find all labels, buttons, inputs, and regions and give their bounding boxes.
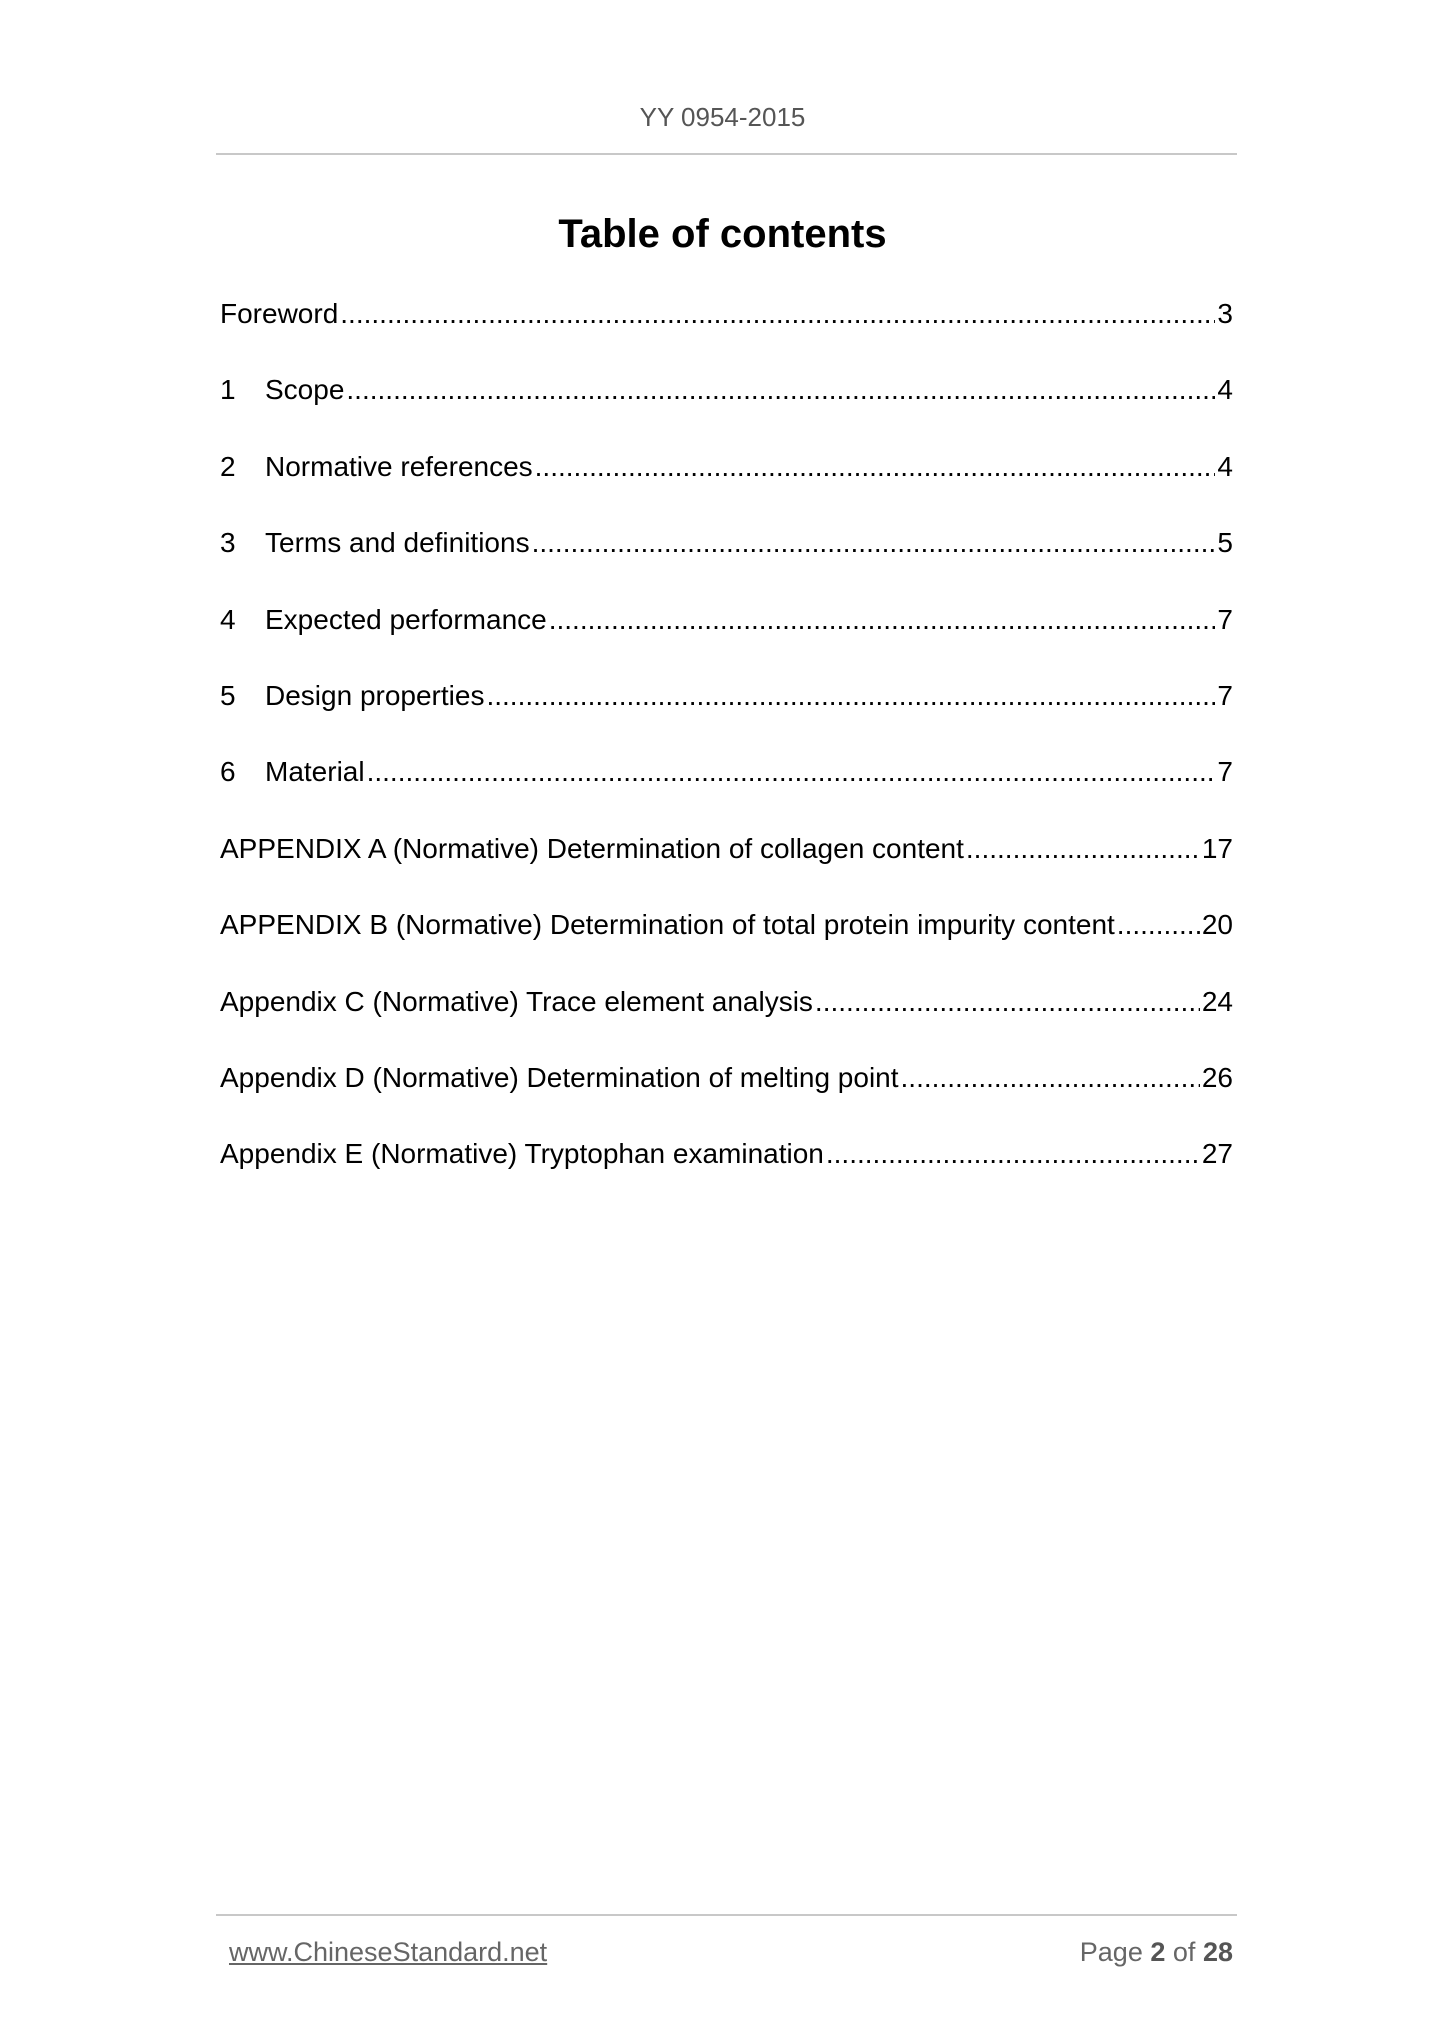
toc-entry-normative-references[interactable] xyxy=(220,443,1233,519)
toc-page-number: 17 xyxy=(1201,832,1233,864)
toc-page-number: 7 xyxy=(1217,679,1233,711)
toc-entry-foreword[interactable] xyxy=(220,290,1233,366)
toc-entry-label: Material xyxy=(265,756,365,788)
toc-page-number: 3 xyxy=(1217,298,1233,329)
page-prefix: Page xyxy=(1079,1937,1143,1967)
toc-entry-appendix-c[interactable] xyxy=(220,978,1233,1054)
toc-entry-label: Appendix D (Normative) Determination of melting point xyxy=(220,1061,899,1093)
page-of-label: of xyxy=(1172,1937,1196,1967)
toc-section-number: 5 xyxy=(220,679,236,711)
toc-dot-leader xyxy=(367,748,1216,796)
current-page-number: 2 xyxy=(1150,1937,1166,1967)
header-divider xyxy=(216,153,1237,155)
toc-entry-label: Appendix C (Normative) Trace element analysis xyxy=(220,985,813,1017)
toc-entry-label: Foreword xyxy=(220,298,339,329)
toc-dot-leader xyxy=(532,519,1216,567)
toc-page-number: 7 xyxy=(1217,603,1233,635)
toc-section-number: 4 xyxy=(220,603,236,635)
toc-entry-label: Expected performance xyxy=(265,603,547,635)
toc-page-number: 24 xyxy=(1201,985,1233,1017)
toc-entry-label: APPENDIX B (Normative) Determination of total protein impurity content xyxy=(220,909,1115,941)
toc-entry-label: Design properties xyxy=(265,679,485,711)
toc-dot-leader xyxy=(815,978,1200,1026)
toc-section-number: 6 xyxy=(220,756,236,788)
toc-entry-appendix-d[interactable] xyxy=(220,1054,1233,1130)
toc-page-number: 7 xyxy=(1217,756,1233,788)
toc-dot-leader xyxy=(535,443,1216,491)
document-code-header: YY 0954-2015 xyxy=(639,102,806,132)
toc-entry-appendix-a[interactable] xyxy=(220,825,1233,901)
toc-section-number: 3 xyxy=(220,527,236,559)
toc-page-number: 5 xyxy=(1217,527,1233,559)
toc-section-number: 1 xyxy=(220,374,236,406)
toc-dot-leader xyxy=(1117,901,1200,949)
footer-divider xyxy=(216,1914,1237,1916)
toc-dot-leader xyxy=(826,1130,1200,1178)
toc-entry-appendix-b[interactable] xyxy=(220,901,1233,977)
toc-entry-label: Terms and definitions xyxy=(265,527,530,559)
page-title: Table of contents xyxy=(558,212,887,256)
toc-dot-leader xyxy=(340,290,1215,338)
toc-page-number: 20 xyxy=(1201,909,1233,941)
page-indicator xyxy=(1080,1937,1233,1968)
total-pages-number: 28 xyxy=(1202,1937,1233,1967)
toc-entry-label: Normative references xyxy=(265,450,533,482)
table-of-contents xyxy=(220,290,1233,1207)
toc-page-number: 26 xyxy=(1201,1061,1233,1093)
toc-page-number: 4 xyxy=(1217,450,1233,482)
toc-dot-leader xyxy=(901,1054,1200,1102)
toc-section-number: 2 xyxy=(220,450,236,482)
toc-dot-leader xyxy=(346,366,1215,414)
toc-entry-expected-performance[interactable] xyxy=(220,596,1233,672)
toc-entry-scope[interactable] xyxy=(220,366,1233,442)
toc-page-number: 4 xyxy=(1217,374,1233,406)
toc-page-number: 27 xyxy=(1201,1138,1233,1170)
toc-entry-label: Scope xyxy=(265,374,345,406)
toc-dot-leader xyxy=(486,672,1215,720)
website-link[interactable]: www.ChineseStandard.net xyxy=(229,1937,548,1967)
toc-dot-leader xyxy=(966,825,1200,873)
toc-dot-leader xyxy=(549,596,1216,644)
toc-entry-terms-and-definitions[interactable] xyxy=(220,519,1233,595)
toc-entry-design-properties[interactable] xyxy=(220,672,1233,748)
toc-entry-label: Appendix E (Normative) Tryptophan examination xyxy=(220,1138,824,1170)
toc-entry-material[interactable] xyxy=(220,748,1233,824)
toc-entry-label: APPENDIX A (Normative) Determination of collagen content xyxy=(220,832,964,864)
toc-entry-appendix-e[interactable] xyxy=(220,1130,1233,1206)
